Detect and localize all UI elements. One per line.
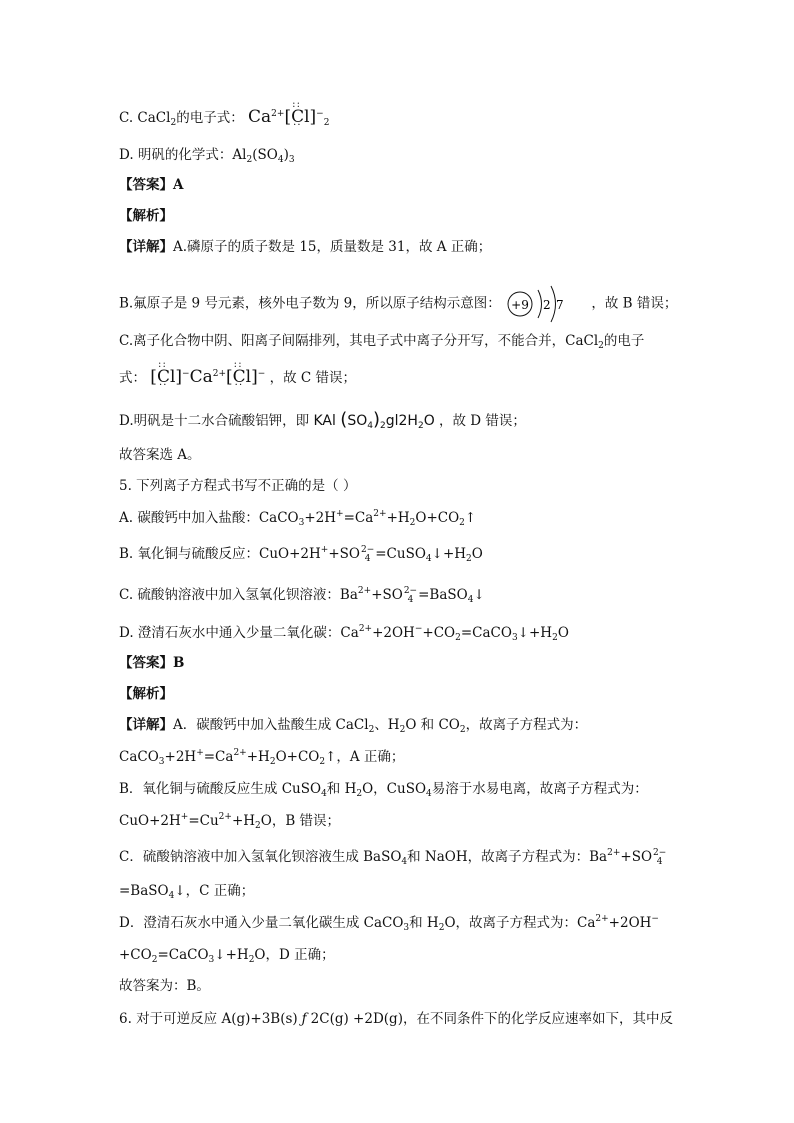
detail-5a-line2: $CaCO_3+2H^+=Ca^{2+}+H_2O+CO_2↑$，A 正确； [119, 748, 405, 767]
detail-5c: C．硫酸钠溶液中加入氢氧化钡溶液生成 BaSO$_4$和 NaOH，故离子方程式为：$Ba^{2+}+SO$ 2− 4 [119, 847, 667, 867]
nucleus-charge: +9 [511, 298, 529, 312]
q5-option-a: A. 碳酸钙中加入盐酸：$CaCO_3+2H^+=Ca^{2+}+H_2O+CO_2↑$ [119, 509, 477, 528]
option-d-alum: D. 明矾的化学式：$Al_2(SO_4)_3$ [119, 147, 295, 165]
detail-5b-line2: $CuO+2H^+=Cu^{2+}+H_2O$，B 错误； [119, 812, 341, 831]
option-c-electron-formula: C. CaCl$_2$的电子式： $Ca^{2+}$[: : $Cl \cdot \cdot]^-_2$ [119, 108, 329, 127]
cacl2-electron-formula: [: : $Cl \cdot \cdot]^-Ca^{2+}$[: : Cl · ·]− [150, 367, 265, 387]
analysis-label-1: 【解析】 [119, 208, 173, 224]
detail-5b: B．氧化铜与硫酸反应生成 CuSO$_4$和 $H_2O$，CuSO$_4$易溶于水易电离，故离子方程式为： [119, 781, 648, 799]
detail-5c-line2: =BaSO$_4$↓，C 正确； [119, 883, 255, 901]
detail-5d-line2: $+CO_2=CaCO_3↓+H_2O$，D 正确； [119, 947, 335, 965]
detail-c-line2: 式： [: : $Cl \cdot \cdot]^-Ca^{2+}$[: : Cl · ·]− ，故 C 错误； [119, 368, 356, 387]
alum-formula: KAl $(SO_4)_2gl2H_2O$ [313, 409, 435, 431]
detail-c-line1: C.离子化合物中阴、阳离子间隔排列，其电子式中离子分开写，不能合并，CaCl$_2$的电子 [119, 333, 645, 351]
answer-label-1: 【答案】A [119, 177, 184, 193]
conclusion-2: 故答案为：B。 [119, 978, 210, 994]
fluorine-atom-diagram [505, 284, 587, 324]
answer-label-2: 【答案】B [119, 655, 185, 671]
analysis-label-2: 【解析】 [119, 686, 173, 702]
detail-5d: D．澄清石灰水中通入少量二氧化碳生成 CaCO$_3$和 $H_2O$，故离子方程式为：$Ca^{2+}+2OH^-$ [119, 914, 659, 933]
q5-option-c: C. 硫酸钠溶液中加入氢氧化钡溶液：$Ba^{2+}+SO$ 2− 4 =BaSO$_4$↓ [119, 585, 485, 605]
ca-ion: $Ca^{2+}$[: : $Cl \cdot \cdot]^-_2$ [248, 107, 329, 127]
conclusion-1: 故答案选 A。 [119, 447, 201, 463]
q5-option-b: B. 氧化铜与硫酸反应：CuO+2H++SO 2− 4 $=CuSO_4↓+H_2O$ [119, 544, 483, 564]
question-5: 5. 下列离子方程式书写不正确的是（ ） [119, 478, 357, 494]
q5-option-d: D. 澄清石灰水中通入少量二氧化碳：$Ca^{2+}+2OH^-+CO_2=CaCO_3↓+H_2O$ [119, 624, 569, 643]
shell-1-electrons: 2 [543, 298, 551, 312]
detail-a: 【详解】A.磷原子的质子数是 15，质量数是 31，故 A 正确； [119, 239, 492, 255]
detail-d: D.明矾是十二水合硫酸铝钾，即 KAl $(SO_4)_2gl2H_2O$ ，故 D 错误； [119, 409, 526, 431]
detail-b: B.氟原子是 9 号元素，核外电子数为 9，所以原子结构示意图： +9 2 7 ，故 B 错误； [119, 284, 677, 324]
shell-2-electrons: 7 [556, 298, 564, 312]
cl-dotted: : : Cl · · [291, 108, 309, 126]
question-6: 6. 对于可逆反应 A(g)+3B(s) ƒ 2C(g) +2D(g)，在不同条件下的化学反应速率如下，其中反 [119, 1011, 673, 1027]
detail-5a: 【详解】A．碳酸钙中加入盐酸生成 CaCl$_2$、$H_2O$ 和 $CO_2$，故离子方程式为： [119, 717, 588, 735]
